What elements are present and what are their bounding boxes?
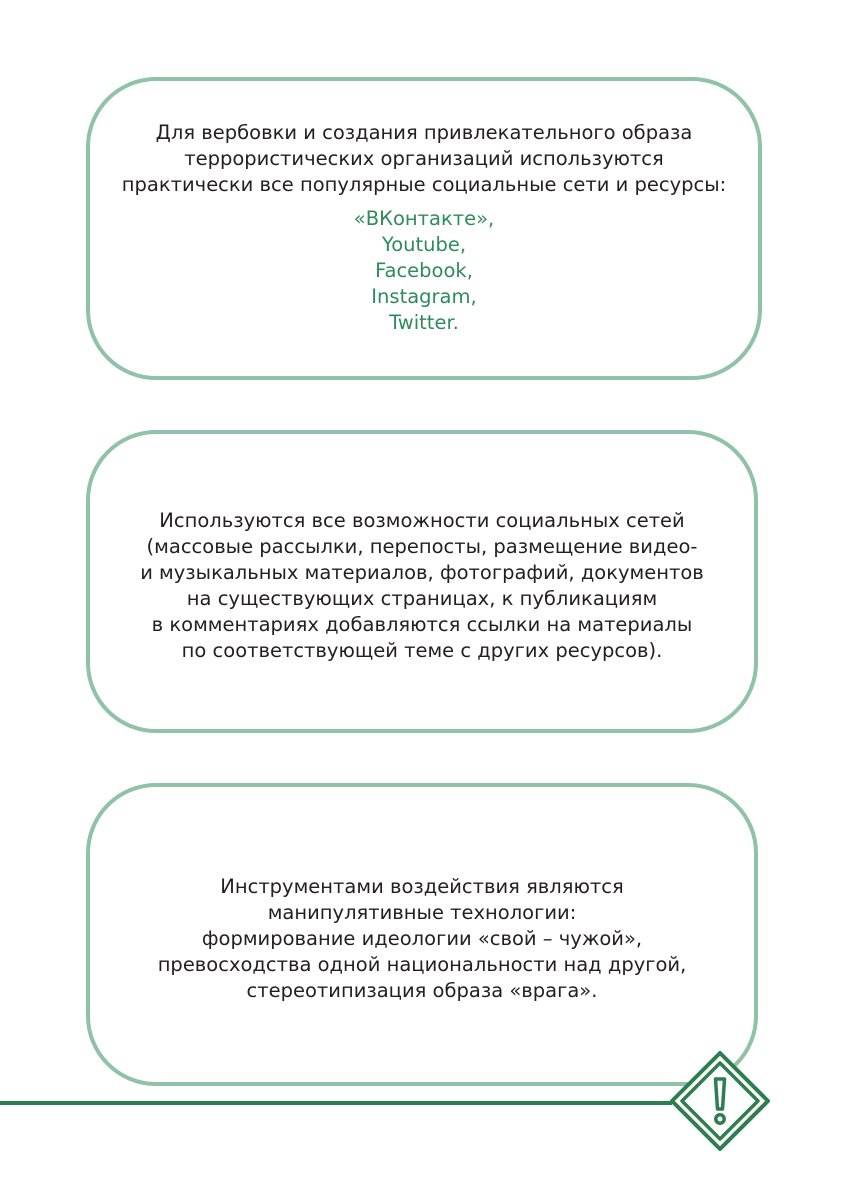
network-instagram: Instagram,: [371, 284, 477, 308]
text-line: на существующих страницах, к публикациям: [186, 586, 658, 610]
social-features-content: [140, 508, 704, 664]
text-line: манипулятивные технологии:: [267, 900, 577, 924]
text-line: по соответствующей теме с других ресурсов).: [181, 638, 663, 662]
network-youtube: Youtube,: [381, 232, 467, 256]
network-twitter: Twitter.: [389, 310, 459, 334]
recruitment-card-content: [122, 120, 726, 336]
text-line: превосходства одной национальности над другой,: [157, 952, 687, 976]
text-line: террористических организаций используются: [184, 146, 664, 170]
manipulation-tools-card: [86, 783, 758, 1086]
text-line: формирование идеологии «свой – чужой»,: [201, 926, 643, 950]
text-line: в комментариях добавляются ссылки на материалы: [151, 612, 693, 636]
social-features-card: [86, 430, 758, 733]
text-line: практически все популярные социальные сети и ресурсы:: [121, 172, 727, 196]
footer-rule: [0, 1101, 672, 1105]
text-line: Используются все возможности социальных сетей: [159, 508, 685, 532]
network-vkontakte: «ВКонтакте»,: [353, 206, 495, 230]
social-networks-list: [122, 206, 726, 336]
recruitment-card: [86, 77, 762, 380]
manipulation-tools-content: [158, 874, 687, 1004]
recruitment-intro: [122, 120, 726, 198]
network-facebook: Facebook,: [375, 258, 473, 282]
text-line: Инструментами воздействия являются: [220, 874, 624, 898]
warning-diamond-icon: [668, 1049, 772, 1153]
text-line: стереотипизация образа «врага».: [246, 978, 598, 1002]
text-line: (массовые рассылки, перепосты, размещение видео-: [146, 534, 698, 558]
text-line: и музыкальных материалов, фотографий, документов: [140, 560, 704, 584]
text-line: Для вербовки и создания привлекательного образа: [155, 120, 693, 144]
